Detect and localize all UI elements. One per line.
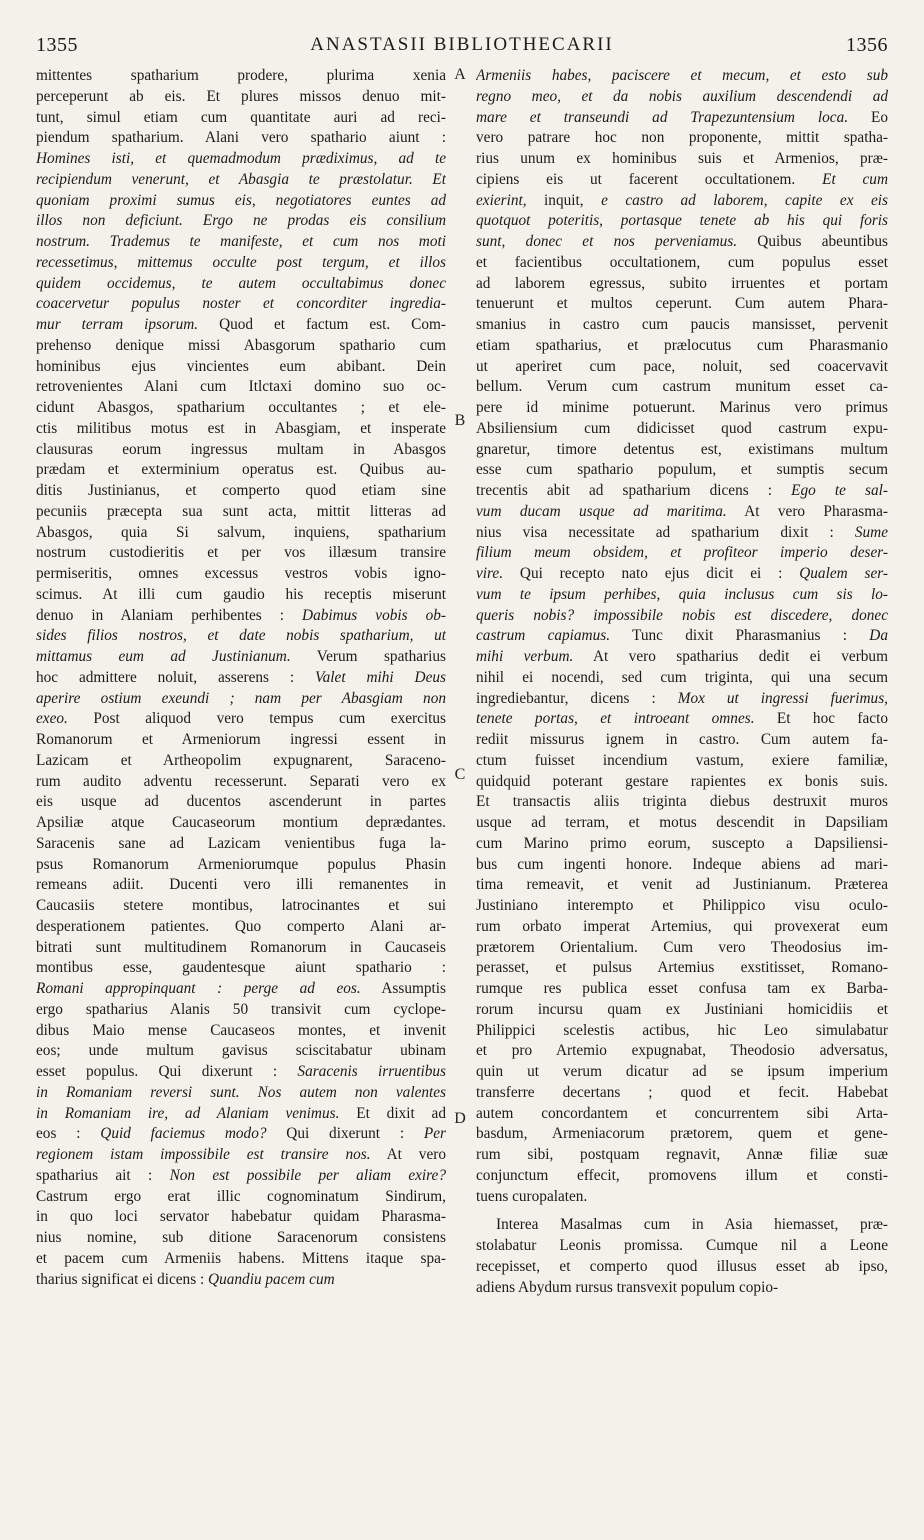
- text-line: exierint, inquit, e castro ad laborem, capite ex eis: [476, 191, 888, 209]
- text-line: mittentes spatharium prodere, plurima xenia: [36, 67, 446, 84]
- text-line: perceperunt ab eis. Et plures missos denuo mit-: [36, 87, 446, 105]
- page-number-left: 1355: [36, 34, 78, 56]
- text-line: Abasgos, quia Si salvum, inquiens, spatharium: [36, 523, 446, 541]
- text-line: et pro Artemio expugnabat, Theodosio adversatus,: [476, 1042, 888, 1060]
- text-line: in Romaniam ire, ad Alaniam venimus. Et dixit ad: [36, 1104, 446, 1122]
- text-line: mur terram ipsorum. Quod et factum est. Com-: [36, 316, 446, 333]
- text-line: clausuras eorum ingressus multam in Abasgos: [36, 440, 446, 458]
- text-line: nostrum. Trademus te manifeste, et cum nos moti: [36, 233, 446, 250]
- text-line: eis usque ad ducentos ascenderunt in partes: [36, 793, 446, 811]
- text-line: rum sibi, postquam regnavit, Annæ filiæ suæ: [476, 1146, 888, 1163]
- text-line: prætorem Orientalium. Cum vero Theodosius im-: [476, 938, 888, 956]
- text-line: quidquid poterant gestare rapientes ex bonis suis.: [476, 772, 888, 790]
- text-line: Saracenis sane ad Lazicam venientibus fuga la-: [36, 834, 446, 852]
- text-line: Et transactis aliis triginta diebus destruxit muros: [476, 793, 888, 811]
- text-line: Romanorum et Armeniorum ingressi essent in: [36, 731, 446, 748]
- text-line: tenete portas, et introeant omnes. Et hoc facto: [476, 710, 888, 728]
- text-line: retrovenientes Alani cum Itlctaxi domino suo oc-: [36, 378, 446, 396]
- text-line: Apsiliæ atque Caucaseorum montium deprædantes.: [36, 814, 446, 831]
- text-line: regno meo, et da nobis auxilium descendendi ad: [476, 87, 888, 105]
- text-line: prehenso denique missi Abasgorum spathario cum: [36, 336, 446, 354]
- text-line: regionem istam impossibile est transire nos. At vero: [36, 1146, 446, 1163]
- text-line: piendum spatharium. Alani vero spathario aiunt :: [36, 129, 446, 147]
- running-title: ANASTASII BIBLIOTHECARII: [310, 34, 614, 55]
- text-line: psus Romanorum Armeniorumque populus Phasin: [36, 855, 446, 873]
- text-line: Philippici scelestis actibus, hic Leo simulabatur: [476, 1021, 888, 1039]
- margin-marker-c: C: [454, 766, 466, 783]
- text-line: etiam spatharius, et prælocutus cum Pharasmanio: [476, 336, 888, 354]
- paragraph-gap: [476, 1207, 888, 1215]
- text-line: nius visa necessitate ad spatharium dixit : Sume: [476, 523, 888, 541]
- text-line: cidunt Abasgos, spatharium occultantes ; et ele-: [36, 399, 446, 416]
- text-line: Homines isti, et quemadmodum prædiximus, ad te: [36, 150, 446, 167]
- text-line: exeo. Post aliquod vero tempus cum exercitus: [36, 710, 446, 728]
- text-line: rum orbato imperat Artemius, qui provexerat eum: [476, 917, 888, 935]
- text-line: quoniam proximi sumus eis, negotiatores euntes ad: [36, 191, 446, 209]
- text-line: cipiens eis ut facerent occultationem. Et cum: [476, 170, 888, 188]
- text-line: Absiliensium cum didicisset quod castrum expu-: [476, 419, 888, 437]
- text-line: in Romaniam reversi sunt. Nos autem non valentes: [36, 1083, 446, 1101]
- text-line: esset populus. Qui dixerunt : Saracenis irruentibus: [36, 1063, 446, 1080]
- text-line: bitrati sunt multitudinem Romanorum in Caucaseis: [36, 938, 446, 956]
- text-line: et facientibus occultationem, cum populus esset: [476, 253, 888, 271]
- text-line: Romani appropinquant : perge ad eos. Assumptis: [36, 980, 446, 997]
- text-line: usque ad terram, et motus descendit in Dapsiliam: [476, 814, 888, 831]
- text-line: transferre decertans ; quod et fecit. Habebat: [476, 1083, 888, 1101]
- text-line: basdum, Armeniacorum prætorem, quem et gene-: [476, 1125, 888, 1143]
- text-line: perasset, et pulsus Artemius exstitisset, Romano-: [476, 959, 888, 977]
- text-line: rediit missurus ignem in castro. Cum autem fa-: [476, 731, 888, 748]
- text-line: conjunctum effecit, promovens illum et consti-: [476, 1166, 888, 1184]
- text-line: ut aperiret cum pace, noluit, sed coacervavit: [476, 357, 888, 375]
- text-line: aperire ostium exeundi ; nam per Abasgiam non: [36, 689, 446, 707]
- text-line: filium meum obsidem, et profiteor imperio deser-: [476, 544, 888, 562]
- text-line: Armeniis habes, paciscere et mecum, et esto sub: [476, 67, 888, 84]
- text-line: trecentis abit ad spatharium dicens : Ego te sal-: [476, 482, 888, 499]
- text-line: mihi verbum. At vero spatharius dedit ei verbum: [476, 648, 888, 665]
- text-line: recessetimus, mittemus occulte post tergum, et illos: [36, 253, 446, 271]
- text-line: ctum fuisset incendium vastum, exiere familiæ,: [476, 751, 888, 769]
- text-line: vum te ipsum perhibes, quia inclusus cum sis lo-: [476, 585, 888, 603]
- text-line: et pacem cum Armeniis habens. Mittens itaque spa-: [36, 1249, 446, 1267]
- text-line: quin ut verum dicatur ad se ipsum imperium: [476, 1063, 888, 1080]
- text-line: dibus Maio mense Caucaseos montes, et invenit: [36, 1021, 446, 1039]
- text-line: vum ducam usque ad maritima. At vero Pharasma-: [476, 502, 888, 520]
- text-line: hoc admittere noluit, asserens : Valet mihi Deus: [36, 668, 446, 686]
- margin-marker-d: D: [454, 1110, 466, 1127]
- right-column: [476, 66, 888, 1298]
- text-line: ad laborem egressus, subito irruentes et portam: [476, 274, 888, 292]
- text-line: Caucasiis stetere montibus, latrocinantes et sui: [36, 897, 446, 914]
- text-line: sides filios nostros, et date nobis spatharium, ut: [36, 627, 446, 645]
- text-line: rum audito adventu recesserunt. Separati vero ex: [36, 772, 446, 790]
- text-line: vire. Qui recepto nato ejus dicit ei : Qualem ser-: [476, 565, 888, 582]
- text-line: hominibus ejus vincientes eum abibant. Dein: [36, 357, 446, 375]
- text-line: ingrediebantur, dicens : Mox ut ingressi fuerimus,: [476, 689, 888, 707]
- text-line: mittamus eum ad Justinianum. Verum spatharius: [36, 648, 446, 665]
- text-line: ergo spatharius Alanis 50 transivit cum cyclope-: [36, 1000, 446, 1018]
- text-line: spatharius ait : Non est possibile per aliam exire?: [36, 1166, 446, 1184]
- text-line: rius unum ex hominibus suis et Armenios, præ-: [476, 150, 888, 167]
- text-line: scimus. At illi cum gaudio his receptis miserunt: [36, 585, 446, 603]
- text-line: smanius in castro cum paucis mansisset, pervenit: [476, 316, 888, 333]
- text-line: quotquot poteritis, portasque tenete ab his qui foris: [476, 212, 888, 230]
- text-line: pecuniis præcepta sua sunt acta, mittit litteras ad: [36, 502, 446, 520]
- text-line: Justiniano interempto et Philippico visu oculo-: [476, 897, 888, 914]
- text-line: stolabatur Leonis promissa. Cumque nil a Leone: [476, 1237, 888, 1254]
- text-line: esse cum spathario populum, et sumptis secum: [476, 461, 888, 479]
- text-line: montibus esse, gaudentesque aiunt spathario :: [36, 959, 446, 977]
- text-line: desperationem patientes. Quo comperto Alani ar-: [36, 917, 446, 935]
- text-line: coacervetur populus noster et concorditer ingredia-: [36, 295, 446, 313]
- text-line: rorum incursu quam ex Justiniani homicidiis et: [476, 1000, 888, 1018]
- text-line: eos; unde multum gavisus sciscitabatur ubinam: [36, 1042, 446, 1060]
- text-line: Lazicam et Artheopolim expugnarent, Saraceno-: [36, 751, 446, 769]
- text-line: adiens Abydum rursus transvexit populum copio-: [476, 1278, 779, 1296]
- text-line: sunt, donec et nos perveniamus. Quibus abeuntibus: [476, 233, 888, 250]
- text-line: nihil ei nocendi, sed cum triginta, qui una secum: [476, 668, 888, 686]
- text-line: cum Marino primo eorum, suscepto a Dapsiliensi-: [476, 834, 888, 852]
- text-line: nostrum custodieritis et per vos illæsum transire: [36, 544, 446, 562]
- left-column: [36, 66, 446, 1290]
- text-line: ctis militibus motus est in Abasgiam, et insperate: [36, 419, 446, 437]
- text-line: gnaretur, timore detentus est, existimans multum: [476, 440, 888, 458]
- text-line: recipiendum venerunt, et Abasgia te præstolatur. Et: [36, 170, 446, 188]
- text-line: bus cum ingenti honore. Indeque abiens ad mari-: [476, 855, 888, 873]
- text-line: quidem occidemus, te autem occultabimus donec: [36, 274, 446, 292]
- page-header: [36, 34, 888, 60]
- text-line: illos non deficiunt. Ergo ne prodas eis consilium: [36, 212, 446, 230]
- text-line: rumque res publica esset confusa tam ex Barba-: [476, 980, 888, 997]
- text-line: prædam et exterminium operatus est. Quibus au-: [36, 461, 446, 479]
- text-line: tima remeavit, et venit ad Justinianum. Præterea: [476, 876, 888, 894]
- text-line: eos : Quid faciemus modo? Qui dixerunt : Per: [36, 1125, 446, 1143]
- margin-marker-b: B: [454, 412, 466, 429]
- text-line: remeans adiit. Ducenti vero illi remanentes in: [36, 876, 446, 894]
- text-line: mare et transeundi ad Trapezuntensium loca. Eo: [476, 108, 888, 126]
- text-line: autem concordantem et concurrentem sibi Arta-: [476, 1104, 888, 1122]
- text-line: in quo loci servator habebatur quidam Pharasma-: [36, 1208, 446, 1226]
- text-line: vero patrare hoc non proponente, mittit spatha-: [476, 129, 888, 147]
- text-line: bellum. Verum cum castrum munitum esset ca-: [476, 378, 888, 396]
- text-line: tunt, simul etiam cum quantitate auri ad reci-: [36, 108, 446, 126]
- text-line: permiseritis, omnes excessus vestros vobis igno-: [36, 565, 446, 582]
- text-line: Interea Masalmas cum in Asia hiemasset, præ-: [496, 1216, 888, 1234]
- text-line: nius nomine, sub ditione Saracenorum consistens: [36, 1229, 446, 1246]
- text-line: pere id minime potuerunt. Marinus vero primus: [476, 399, 888, 416]
- margin-marker-a: A: [454, 66, 466, 83]
- text-line: tenuerunt et multos ceperunt. Cum autem Phara-: [476, 295, 888, 313]
- text-line: denuo in Alaniam perhibentes : Dabimus vobis ob-: [36, 606, 446, 624]
- text-line: castrum capiamus. Tunc dixit Pharasmanius : Da: [476, 627, 888, 645]
- text-line: Castrum ergo erat illic cognominatum Sindirum,: [36, 1187, 446, 1205]
- text-line: queris nobis? impossibile nobis est discedere, donec: [476, 606, 888, 624]
- text-line: recepisset, et comperto quod illusus esset ab ipso,: [476, 1257, 888, 1275]
- page-number-right: 1356: [846, 34, 888, 56]
- text-line: tharius significat ei dicens : Quandiu pacem cum: [36, 1270, 335, 1288]
- text-line: ditis Justinianus, et comperto quod etiam sine: [36, 482, 446, 499]
- text-line: tuens curopalaten.: [476, 1187, 588, 1205]
